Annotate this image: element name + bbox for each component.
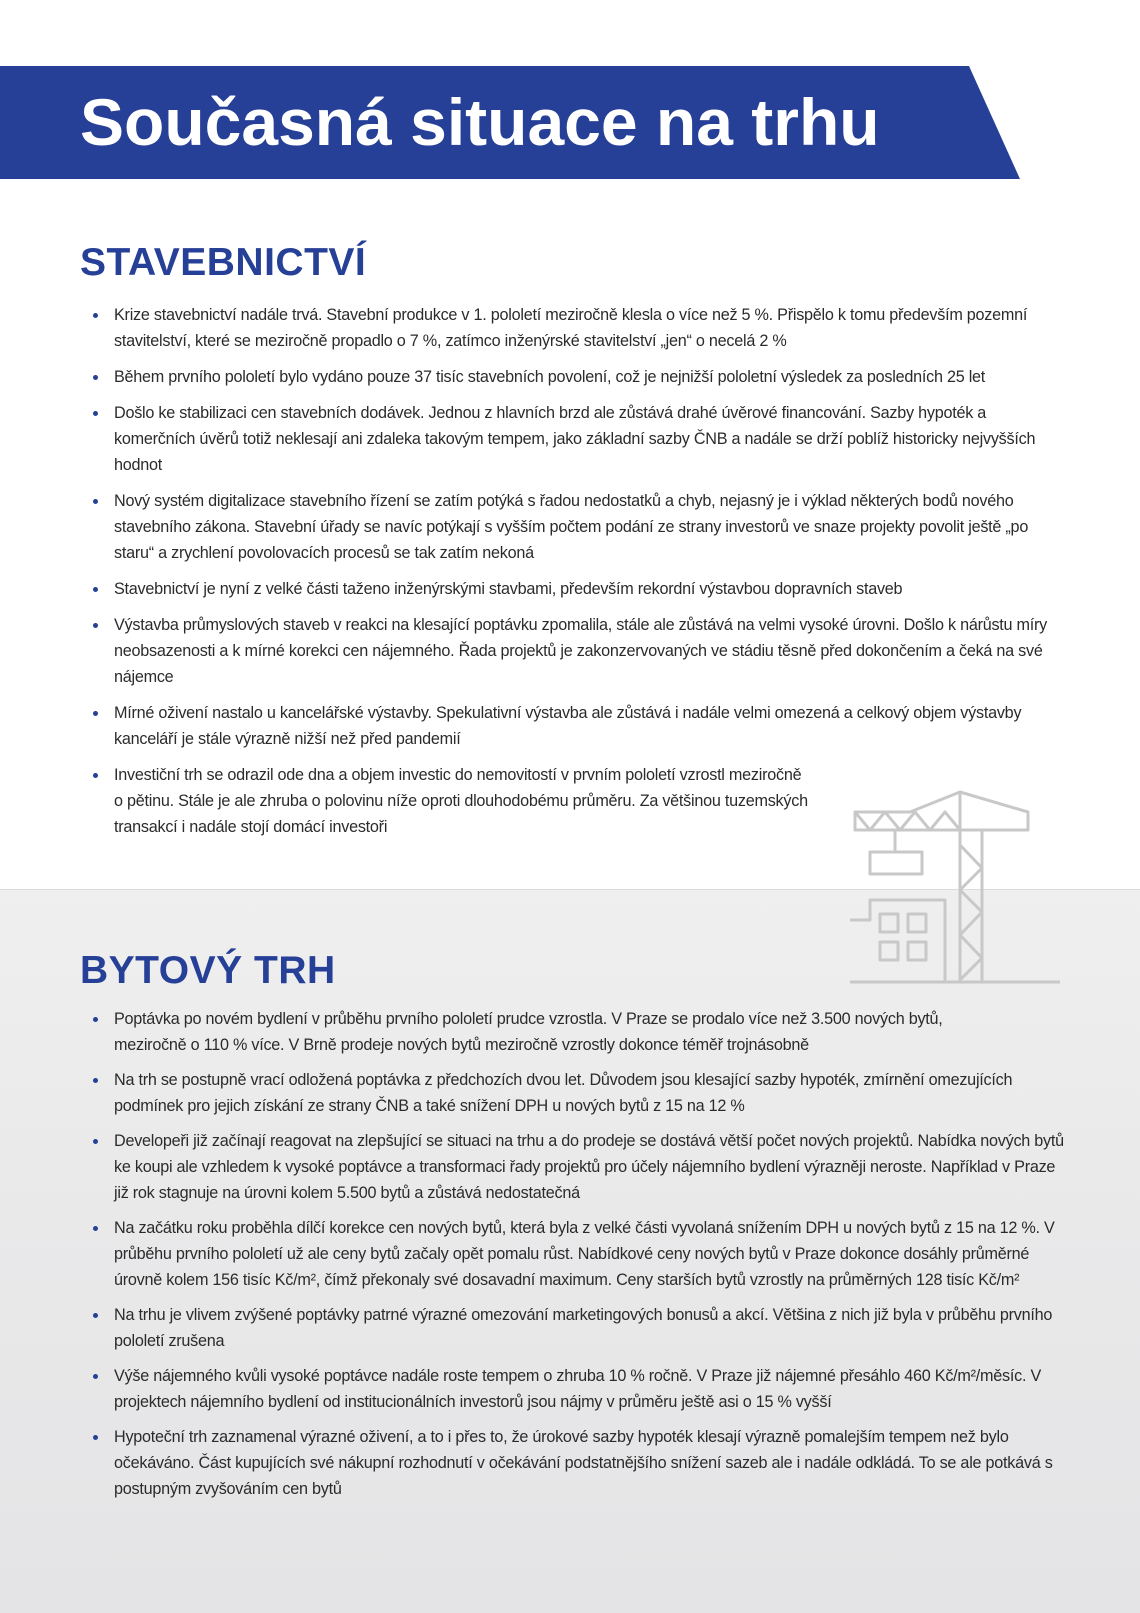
bullet-item: Na trhu je vlivem zvýšené poptávky patrné výrazné omezování marketingových bonusů a akcí. Většina z nich již byla v průběhu prvního pololetí zrušena (80, 1302, 1070, 1354)
bullet-item: Hypoteční trh zaznamenal výrazné oživení, a to i přes to, že úrokové sazby hypoték klesají výrazně pomalejším tempem než bylo očekáváno. Část kupujících své nákupní rozhodnutí v očekávání podstatnějšího snížení sazeb ale i nadále odkládá. To se ale potkává s postupným zvyšováním cen bytů (80, 1424, 1070, 1502)
bullet-item: Poptávka po novém bydlení v průběhu prvního pololetí prudce vzrostla. V Praze se prodalo více než 3.500 nových bytů, meziročně o 110 % více. V Brně prodeje nových bytů meziročně vzrostly dokonce téměř trojnásobně (80, 1006, 1070, 1058)
bullet-item: Developeři již začínají reagovat na zlepšující se situaci na trhu a do prodeje se dostává větší počet nových projektů. Nabídka nových bytů ke koupi ale vzhledem k vysoké poptávce a transformaci řady projektů pro účely nájemního bydlení výrazněji neroste. Například v Praze již rok stagnuje na úrovni kolem 5.500 bytů a zůstává nedostatečná (80, 1128, 1070, 1206)
bullet-item: Nový systém digitalizace stavebního řízení se zatím potýká s řadou nedostatků a chyb, nejasný je i výklad některých bodů nového stavebního zákona. Stavební úřady se navíc potýkají s vyšším počtem podání ze strany investorů ve snaze projekty povolit ještě „po staru“ a zrychlení povolovacích procesů se tak zatím nekoná (80, 488, 1070, 566)
page-title: Současná situace na trhu (80, 85, 880, 159)
bullet-item: Krize stavebnictví nadále trvá. Stavební produkce v 1. pololetí meziročně klesla o více než 5 %. Přispělo k tomu především pozemní stavitelství, které se meziročně propadlo o 7 %, zatímco inženýrské stavitelství „jen“ o necelá 2 % (80, 302, 1070, 354)
bullet-item: Výstavba průmyslových staveb v reakci na klesající poptávku zpomalila, stále ale zůstává na velmi vysoké úrovni. Došlo k nárůstu míry neobsazenosti a k mírné korekci cen nájemného. Řada projektů je zakonzervovaných ve stádiu těsně před dokončením a čeká na své nájemce (80, 612, 1070, 690)
bullet-item: Investiční trh se odrazil ode dna a objem investic do nemovitostí v prvním pololetí vzrostl meziročně o pětinu. Stále je ale zhruba o polovinu níže oproti dlouhodobému průměru. Za většinou tuzemských transakcí i nadále stojí domácí investoři (80, 762, 1070, 840)
bullet-item: Na začátku roku proběhla dílčí korekce cen nových bytů, která byla z velké části vyvolaná snížením DPH u nových bytů z 15 na 12 %. V průběhu prvního pololetí už ale ceny bytů začaly opět pomalu růst. Nabídkové ceny nových bytů v Praze dokonce dosáhly průměrné úrovně kolem 156 tisíc Kč/m², čímž překonaly své dosavadní maximum. Ceny starších bytů vzrostly na průměrných 128 tisíc Kč/m² (80, 1215, 1070, 1293)
housing-section (80, 948, 1070, 1511)
bullet-item: Stavebnictví je nyní z velké části taženo inženýrskými stavbami, především rekordní výstavbou dopravních staveb (80, 576, 1070, 602)
housing-bullet-list (80, 1006, 1070, 1502)
construction-section (80, 240, 1070, 850)
bullet-item: Došlo ke stabilizaci cen stavebních dodávek. Jednou z hlavních brzd ale zůstává drahé úvěrové financování. Sazby hypoték a komerčních úvěrů totiž neklesají ani zdaleka takovým tempem, jako základní sazby ČNB a nadále se drží poblíž historicky nejvyšších hodnot (80, 400, 1070, 478)
bullet-item: Mírné oživení nastalo u kancelářské výstavby. Spekulativní výstavba ale zůstává i nadále velmi omezená a celkový objem výstavby kanceláří je stále výrazně nižší než před pandemií (80, 700, 1070, 752)
construction-heading: STAVEBNICTVÍ (80, 241, 367, 284)
housing-heading: BYTOVÝ TRH (80, 949, 336, 992)
bullet-item: Výše nájemného kvůli vysoké poptávce nadále roste tempem o zhruba 10 % ročně. V Praze již nájemné přesáhlo 460 Kč/m²/měsíc. V projektech nájemního bydlení od institucionálních investorů jsou nájmy v průměru ještě asi o 15 % vyšší (80, 1363, 1070, 1415)
bullet-item: Během prvního pololetí bylo vydáno pouze 37 tisíc stavebních povolení, což je nejnižší pololetní výsledek za posledních 25 let (80, 364, 1070, 390)
construction-bullet-list (80, 302, 1070, 840)
bullet-item: Na trh se postupně vrací odložená poptávka z předchozích dvou let. Důvodem jsou klesající sazby hypoték, zmírnění omezujících podmínek pro jejich získání ze strany ČNB a také snížení DPH u nových bytů z 15 na 12 % (80, 1067, 1070, 1119)
